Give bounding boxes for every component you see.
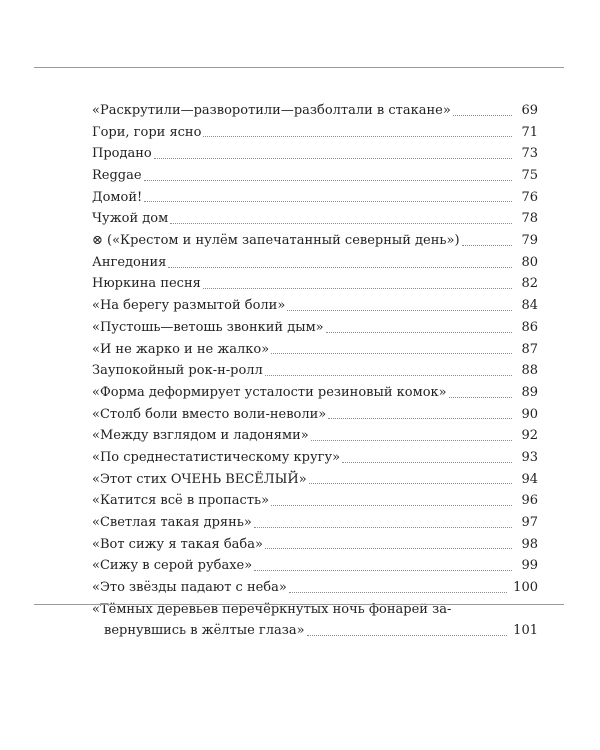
toc-entry	[92, 252, 538, 274]
toc-entry	[92, 339, 538, 361]
toc-entry	[92, 577, 538, 599]
toc-leader-dots	[170, 223, 512, 224]
toc-leader-dots	[271, 353, 512, 354]
toc-entry-page: 87	[521, 341, 538, 357]
toc-leader-dots	[254, 527, 512, 528]
toc-entry-page: 73	[521, 146, 538, 162]
toc-entry	[92, 425, 538, 447]
toc-entry-title: «Вот сижу я такая баба»	[92, 536, 263, 552]
toc-leader-dots	[307, 635, 508, 636]
toc-leader-dots	[154, 158, 512, 159]
toc-entry-page: 71	[521, 124, 538, 140]
toc-entry-title: Нюркина песня	[92, 276, 201, 292]
toc-entry-page: 92	[521, 428, 538, 444]
toc-entry	[92, 534, 538, 556]
toc-entry	[92, 555, 538, 577]
toc-entry	[92, 165, 538, 187]
toc-entry-page: 94	[521, 471, 538, 487]
toc-entry	[92, 187, 538, 209]
toc-entry	[92, 360, 538, 382]
toc-entry-title: «На берегу размытой боли»	[92, 298, 286, 314]
toc-leader-dots	[144, 180, 512, 181]
toc-entry-page: 80	[521, 254, 538, 270]
toc-leader-dots	[328, 418, 512, 419]
toc-entry-page: 96	[521, 493, 538, 509]
toc-entry-title-line2: вернувшись в жёлтые глаза»	[104, 623, 305, 639]
toc-entry-title: Продано	[92, 146, 152, 162]
toc-entry-page: 78	[521, 211, 538, 227]
toc-entry	[92, 317, 538, 339]
toc-leader-dots	[203, 288, 512, 289]
toc-entry-page: 98	[521, 536, 538, 552]
toc-leader-dots	[309, 483, 512, 484]
toc-entry	[92, 382, 538, 404]
toc-leader-dots	[265, 548, 512, 549]
toc-entry-page: 97	[521, 515, 538, 531]
top-rule	[34, 67, 564, 68]
toc-entry-title: «Катится всё в пропасть»	[92, 493, 270, 509]
toc-entry-page: 84	[521, 298, 538, 314]
bottom-rule	[34, 604, 564, 605]
toc-entry	[92, 122, 538, 144]
toc-entry	[92, 512, 538, 534]
toc-entry	[92, 274, 538, 296]
toc-entry	[92, 404, 538, 426]
toc-entry-title: «И не жарко и не жалко»	[92, 341, 270, 357]
toc-entry	[92, 490, 538, 512]
toc-entry-title: Домой!	[92, 189, 143, 205]
toc-entry-title: «Этот стих ОЧЕНЬ ВЕСЁЛЫЙ»	[92, 471, 307, 487]
toc-entry-title: Гори, гори ясно	[92, 124, 202, 140]
toc-leader-dots	[168, 267, 512, 268]
toc-entry-title: «Это звёзды падают с неба»	[92, 580, 287, 596]
toc-entry-title: «Раскрутили—разворотили—разболтали в стакане»	[92, 102, 451, 118]
toc-leader-dots	[287, 310, 512, 311]
toc-entry-title: «Светлая такая дрянь»	[92, 515, 252, 531]
toc-entry	[92, 143, 538, 165]
toc-leader-dots	[271, 505, 512, 506]
toc-entry-title: «По среднестатистическому кругу»	[92, 449, 341, 465]
toc-entry-page: 93	[521, 449, 538, 465]
toc-entry	[92, 447, 538, 469]
toc-entry-title: «Между взглядом и ладонями»	[92, 428, 309, 444]
toc-entry-title: ⊗ («Крестом и нулём запечатанный северный день»)	[92, 233, 460, 249]
toc-entry-page: 90	[521, 406, 538, 422]
toc-entry	[92, 100, 538, 122]
toc-leader-dots	[311, 440, 512, 441]
toc-entry-page: 79	[521, 233, 538, 249]
toc-entry-page: 89	[521, 384, 538, 400]
toc-leader-dots	[342, 462, 512, 463]
toc-entry-page: 86	[521, 319, 538, 335]
toc-entry	[92, 599, 538, 642]
toc-leader-dots	[326, 332, 512, 333]
toc-entry-page: 76	[521, 189, 538, 205]
toc-entry	[92, 469, 538, 491]
toc-entry	[92, 295, 538, 317]
toc-leader-dots	[203, 136, 512, 137]
toc-entry-title-line1: «Тёмных деревьев перечёркнутых ночь фонарей за-	[92, 601, 452, 617]
toc-entry-title: Заупокойный рок-н-ролл	[92, 363, 263, 379]
toc-entry-title: «Пустошь—ветошь звонкий дым»	[92, 319, 324, 335]
toc-leader-dots	[462, 245, 512, 246]
toc-entry-page: 88	[521, 363, 538, 379]
toc-entry	[92, 208, 538, 230]
toc-entry-page: 69	[521, 102, 538, 118]
toc-entry-page: 100	[513, 580, 538, 596]
toc-entry-title: «Сижу в серой рубахе»	[92, 558, 253, 574]
toc-leader-dots	[289, 592, 507, 593]
toc-leader-dots	[453, 115, 512, 116]
toc-leader-dots	[144, 201, 512, 202]
toc-entry-page: 99	[521, 558, 538, 574]
toc-entry-title: Reggae	[92, 168, 142, 184]
toc-leader-dots	[254, 570, 512, 571]
toc-entry-page: 101	[513, 623, 538, 639]
table-of-contents	[92, 100, 538, 642]
toc-entry-page: 82	[521, 276, 538, 292]
toc-entry-title: Ангедония	[92, 254, 167, 270]
toc-entry-page: 75	[521, 168, 538, 184]
toc-entry-title: «Столб боли вместо воли-неволи»	[92, 406, 327, 422]
toc-leader-dots	[265, 375, 512, 376]
toc-entry	[92, 230, 538, 252]
toc-entry-title: «Форма деформирует усталости резиновый комок»	[92, 384, 447, 400]
toc-leader-dots	[449, 397, 512, 398]
toc-entry-title: Чужой дом	[92, 211, 169, 227]
